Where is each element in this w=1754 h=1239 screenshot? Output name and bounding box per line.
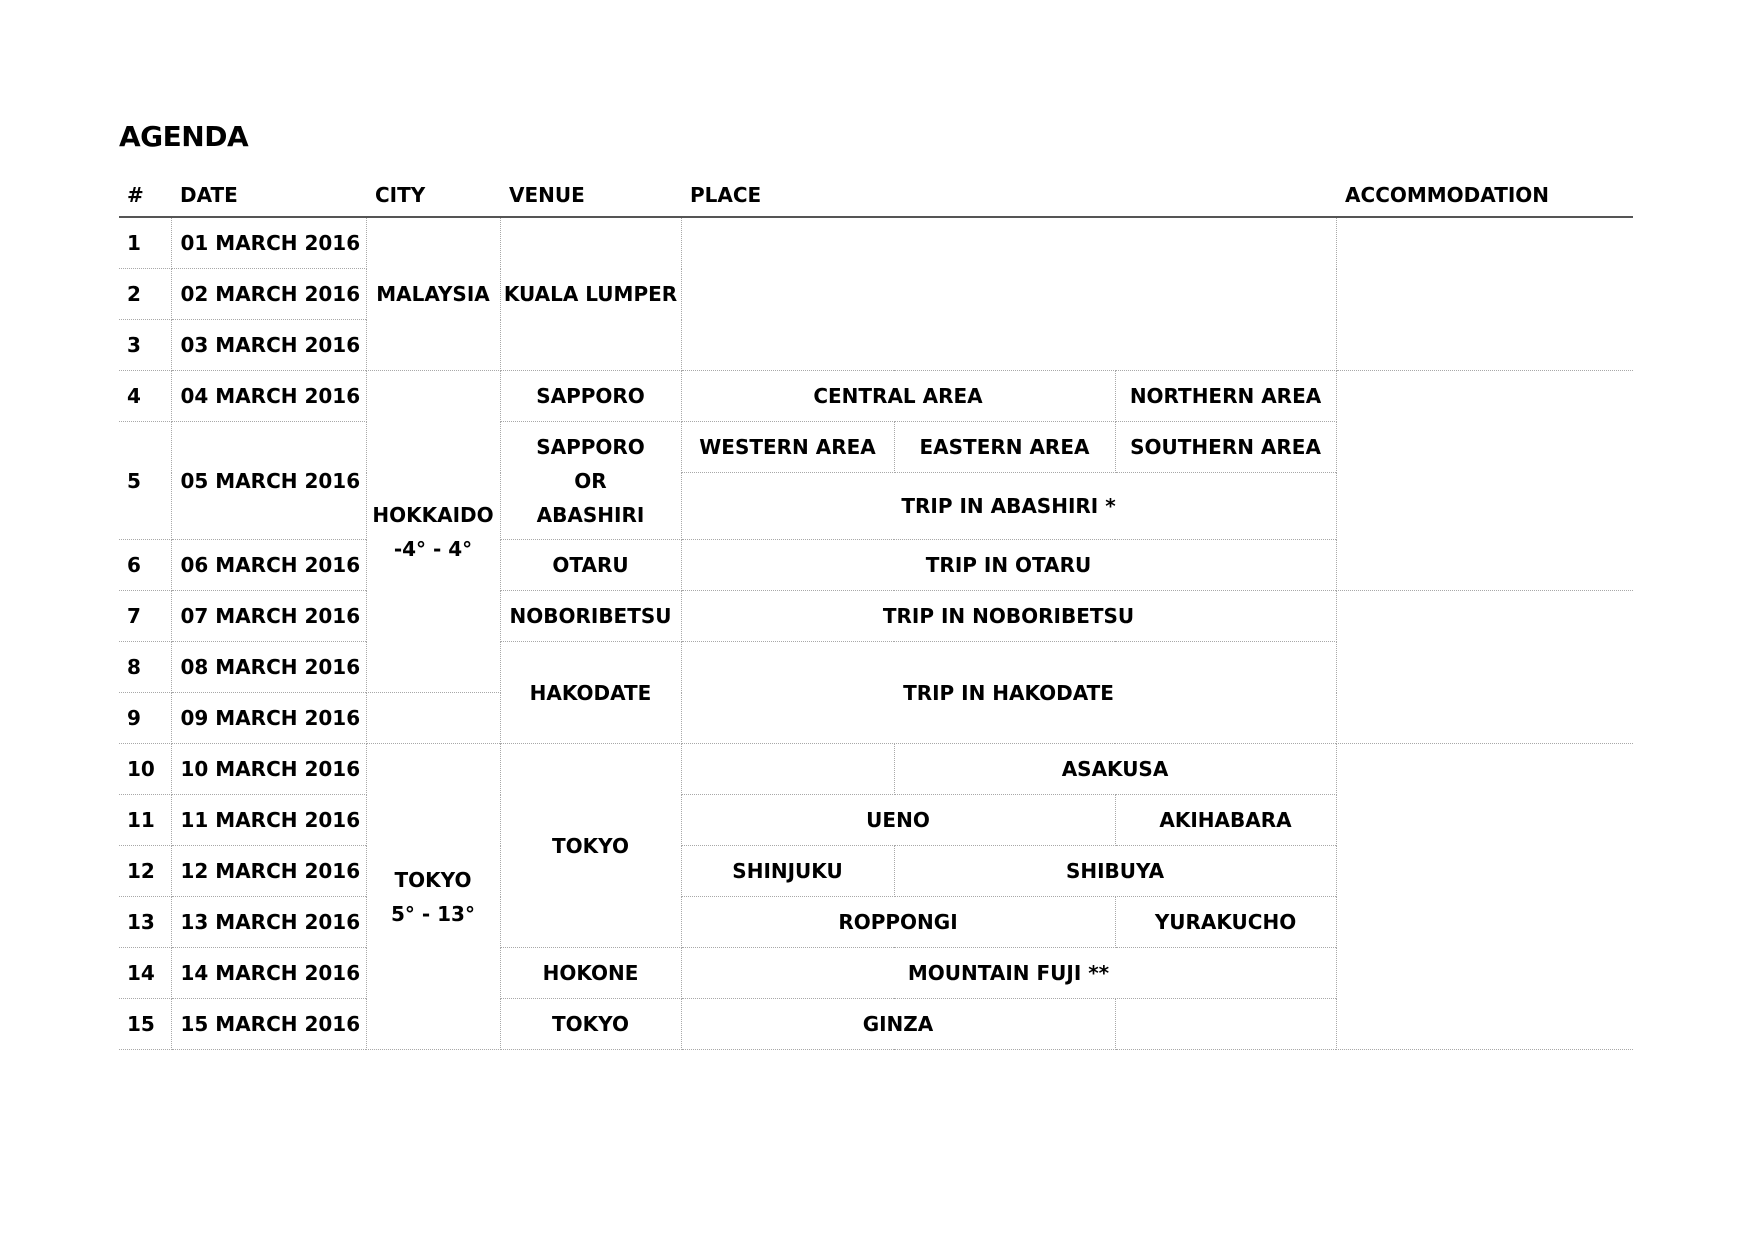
row-number: 8: [119, 642, 171, 693]
row-number: 10: [119, 744, 171, 795]
place-cell-empty: [681, 744, 894, 795]
table-row: [119, 371, 1633, 422]
city-temperature: -4° - 4°: [393, 536, 473, 561]
row-number: 13: [119, 897, 171, 948]
venue-cell: TOKYO: [500, 999, 681, 1050]
city-cell-hokkaido: [366, 371, 500, 693]
place-cell: CENTRAL AREA: [681, 371, 1115, 422]
city-name: TOKYO: [394, 867, 472, 892]
place-cell: YURAKUCHO: [1115, 897, 1336, 948]
page-title: AGENDA: [119, 120, 249, 153]
accommodation-cell: [1336, 217, 1633, 371]
venue-line: ABASHIRI: [536, 502, 645, 527]
table-row: [119, 591, 1633, 642]
venue-cell: NOBORIBETSU: [500, 591, 681, 642]
row-date: 03 MARCH 2016: [171, 320, 366, 371]
row-number: 15: [119, 999, 171, 1050]
venue-cell: [500, 422, 681, 540]
place-cell: TRIP IN ABASHIRI *: [681, 473, 1336, 540]
table-row: [119, 217, 1633, 269]
venue-cell: KUALA LUMPER: [500, 217, 681, 371]
row-number: 7: [119, 591, 171, 642]
place-cell: TRIP IN OTARU: [681, 540, 1336, 591]
city-name: HOKKAIDO: [372, 502, 494, 527]
venue-cell: SAPPORO: [500, 371, 681, 422]
place-cell-empty: [681, 217, 1336, 371]
row-date: 15 MARCH 2016: [171, 999, 366, 1050]
row-date: 14 MARCH 2016: [171, 948, 366, 999]
row-date: 02 MARCH 2016: [171, 269, 366, 320]
header-date: DATE: [171, 173, 366, 217]
row-number: 4: [119, 371, 171, 422]
row-number: 14: [119, 948, 171, 999]
accommodation-cell: [1336, 591, 1633, 744]
header-num: #: [119, 173, 171, 217]
row-number: 5: [119, 422, 171, 540]
row-number: 12: [119, 846, 171, 897]
city-temperature: 5° - 13°: [391, 901, 475, 926]
row-date: 06 MARCH 2016: [171, 540, 366, 591]
row-number: 1: [119, 217, 171, 269]
row-number: 9: [119, 693, 171, 744]
row-date: 13 MARCH 2016: [171, 897, 366, 948]
place-cell: EASTERN AREA: [894, 422, 1115, 473]
row-date: 09 MARCH 2016: [171, 693, 366, 744]
row-date: 05 MARCH 2016: [171, 422, 366, 540]
place-cell: AKIHABARA: [1115, 795, 1336, 846]
venue-line: SAPPORO: [536, 434, 645, 459]
place-cell: ASAKUSA: [894, 744, 1336, 795]
place-cell: TRIP IN HAKODATE: [681, 642, 1336, 744]
place-cell: MOUNTAIN FUJI **: [681, 948, 1336, 999]
row-date: 12 MARCH 2016: [171, 846, 366, 897]
table-row: [119, 744, 1633, 795]
row-number: 2: [119, 269, 171, 320]
city-cell-tokyo: [366, 744, 500, 1050]
header-accommodation: ACCOMMODATION: [1336, 173, 1633, 217]
row-date: 07 MARCH 2016: [171, 591, 366, 642]
place-cell: TRIP IN NOBORIBETSU: [681, 591, 1336, 642]
row-date: 11 MARCH 2016: [171, 795, 366, 846]
place-cell: WESTERN AREA: [681, 422, 894, 473]
row-number: 11: [119, 795, 171, 846]
city-cell: MALAYSIA: [366, 217, 500, 371]
venue-cell: OTARU: [500, 540, 681, 591]
accommodation-cell: [1336, 371, 1633, 591]
venue-line: OR: [574, 468, 607, 493]
row-number: 3: [119, 320, 171, 371]
place-cell: SHIBUYA: [894, 846, 1336, 897]
row-date: 10 MARCH 2016: [171, 744, 366, 795]
accommodation-cell: [1336, 744, 1633, 1050]
venue-cell: HOKONE: [500, 948, 681, 999]
row-date: 08 MARCH 2016: [171, 642, 366, 693]
place-cell: ROPPONGI: [681, 897, 1115, 948]
place-cell: NORTHERN AREA: [1115, 371, 1336, 422]
place-cell-empty: [1115, 999, 1336, 1050]
venue-cell: HAKODATE: [500, 642, 681, 744]
header-city: CITY: [366, 173, 500, 217]
place-cell: SOUTHERN AREA: [1115, 422, 1336, 473]
place-cell: SHINJUKU: [681, 846, 894, 897]
agenda-table: [119, 173, 1633, 1050]
row-number: 6: [119, 540, 171, 591]
header-venue: VENUE: [500, 173, 681, 217]
header-row: [119, 173, 1633, 217]
place-cell: GINZA: [681, 999, 1115, 1050]
venue-cell: TOKYO: [500, 744, 681, 948]
row-date: 04 MARCH 2016: [171, 371, 366, 422]
row-date: 01 MARCH 2016: [171, 217, 366, 269]
header-place: PLACE: [681, 173, 1336, 217]
place-cell: UENO: [681, 795, 1115, 846]
